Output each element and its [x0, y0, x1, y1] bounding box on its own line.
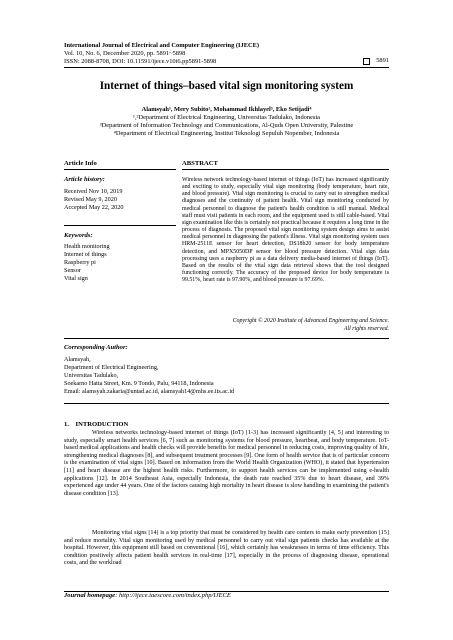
- journal-homepage: [64, 592, 231, 600]
- corresponding-address: Soekarno Hatta Street, Km. 9 Tondo, Palu, 94118, Indonesia: [64, 380, 214, 387]
- journal-volume: Vol. 10, No. 6, December 2020, pp. 5891~5898: [64, 50, 186, 57]
- affiliation-2: ³Department of Information Technology and Communications, Al-Quds Open University, Palestine: [99, 122, 354, 129]
- corresponding-email: Email: alamsyah.zakaria@untad.ac.id, alamsyah14@mhs.ee.its.ac.id: [64, 388, 235, 395]
- copyright-line-1: Copyright © 2020 Institute of Advanced Engineering and Science.: [232, 318, 389, 324]
- keyword-item: Sensor: [64, 267, 81, 274]
- page-number: 5891: [376, 57, 389, 64]
- abstract-text: Wireless network technology-based internet of things (IoT) has increased significantly and exciting to study, especially vital sign monitoring (body temperature, heart rate, and blood pressure). Vital sign monitoring is crucial to carry out to strengthen medical diagnoses and the continuity of patient health. Vital sign monitoring conducted by medical personnel to diagnose the patient's health condition is still manual. Medical staff must visit patients in each room, and the equipment used is still cable-based. Vital sign examination like this is certainly not practical because it requires a long time in the process of diagnosis. The proposed vital sign monitoring system design aims to assist medical personnel in diagnosing the patient's illness. Vital sign monitoring system uses HRM-2511E sensor for heart detection, DS18b20 sensor for body temperature detection, and MPX5050DP sensor for blood pressure detection. Vital sign data processing uses a raspberry pi as a data delivery media-based internet of things (IoT). Based on the results of the vital sign data retrieval shows that the tool designed functioning correctly. The accuracy of the proposed device for body temperature is 99.51%, heart rate is 97.90%, and blood pressure is 97.69%.: [182, 177, 389, 284]
- journal-issn: ISSN: 2088-8708, DOI: 10.11591/ijece.v10i6.pp5891-5898: [64, 58, 217, 65]
- copyright-line-2: All rights reserved.: [343, 326, 389, 332]
- corresponding-bottom-rule: [64, 403, 389, 404]
- received-date: Received Nov 10, 2019: [64, 188, 123, 195]
- corresponding-author-label: Corresponding Author:: [64, 344, 128, 351]
- homepage-url[interactable]: : http://ijece.iaescore.com/index.php/IJECE: [115, 592, 231, 599]
- revised-date: Revised May 9, 2020: [64, 196, 117, 203]
- introduction-paragraph-1: Wireless networks technology-based internet of things (IoT) [1-3] has increased significantly [4, 5] and interesting to study, especially smart health services [6, 7] such as monitoring systems for blood pressure, heartbeat, and body temperature. IoT-based medical applications and health checks will provide benefits for medical personnel in reducing costs, improving quality of life, strengthening medical diagnoses [8], and subsequent treatment processes [9]. One form of health service that is of particular concern is the examination of vital signs [10]. Based on information from the World Health Organization (WHO), it stated that hypertension [11] and heart disease are the highest health risks. Furthermore, to support health services can be implemented using e-health applications [12]. In 2014 Southeast Asia, especially Indonesia, the death rate reached 35% due to heart disease, and 39% experienced age under 44 years. One of the factors causing high mortality in heart disease is slow handling in examining the patient's disease condition [13].: [64, 430, 389, 497]
- corresponding-top-rule: [64, 338, 389, 339]
- homepage-label: Journal homepage: [64, 592, 116, 599]
- corresponding-name: Alamsyah,: [64, 356, 91, 363]
- corresponding-department: Department of Electrical Engineering,: [64, 364, 159, 371]
- article-history-label: Article history:: [64, 176, 105, 183]
- affiliation-1: ¹,²Department of Electrical Engineering, Universitas Tadulako, Indonesia: [133, 114, 320, 121]
- affiliation-3: ⁴Department of Electrical Engineering, Institut Teknologi Sepuluh Nopember, Indonesia: [113, 130, 340, 137]
- corresponding-university: Universitas Tadulako,: [64, 372, 119, 379]
- history-rule: [64, 225, 176, 226]
- square-icon: [363, 58, 370, 65]
- page-number-block: [363, 57, 389, 65]
- keyword-item: Vital sign: [64, 275, 88, 282]
- abstract-heading: ABSTRACT: [182, 160, 218, 167]
- accepted-date: Accepted May 22, 2020: [64, 204, 124, 211]
- header-rule: [64, 67, 389, 68]
- abstract-rule: [182, 169, 389, 170]
- keyword-item: Internet of things: [64, 251, 107, 258]
- introduction-heading: 1. INTRODUCTION: [64, 421, 129, 428]
- author-list: Alamsyah¹, Mery Subito², Mohammad Ikhlayel³, Eko Setijadi⁴: [141, 106, 312, 113]
- journal-name: International Journal of Electrical and Computer Engineering (IJECE): [64, 42, 259, 49]
- introduction-paragraph-2: Monitoring vital signs [14] is a top priority that must be considered by health care centers to make early prevention [15] and reduce mortality. Vital sign monitoring used by medical personnel to carry out vital sign patients checks has available at the hospital. However, this equipment still based on conventional [16], which certainly has weaknesses in terms of time efficiency. This condition positively affects patient health services in real-time [17], especially in the process of diagnosing disease, operational costs, and the workload: [64, 530, 389, 567]
- keywords-label: Keywords:: [64, 232, 93, 239]
- article-info-heading: Article Info: [64, 160, 97, 167]
- keyword-item: Raspberry pi: [64, 259, 96, 266]
- keyword-item: Health monitoring: [64, 243, 110, 250]
- paper-title: Internet of things–based vital sign monitoring system: [99, 80, 354, 92]
- article-info-rule: [64, 169, 176, 170]
